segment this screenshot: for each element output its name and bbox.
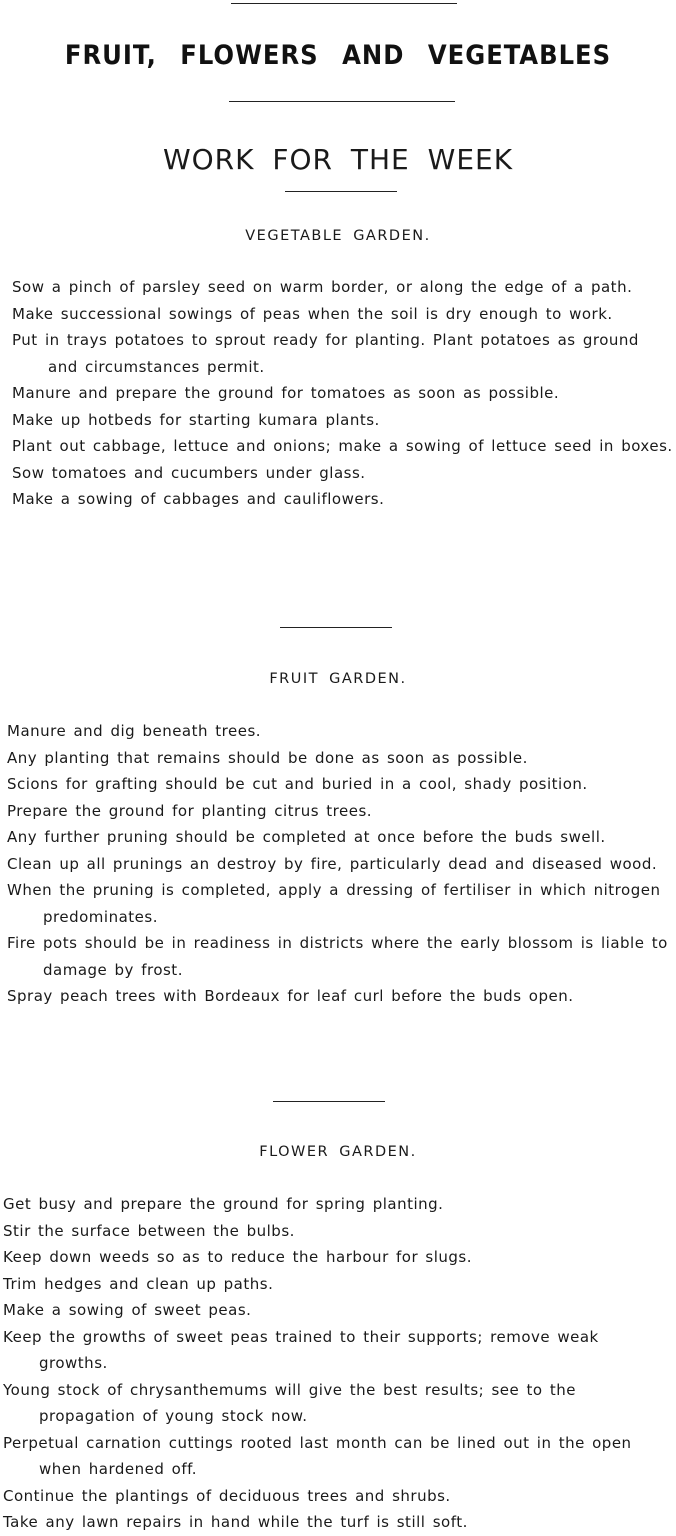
page-subtitle: WORK FOR THE WEEK [162,143,514,176]
list-item: Spray peach trees with Bordeaux for leaf curl before the buds open. [7,987,574,1005]
list-item: Any planting that remains should be done as soon as possible. [7,748,528,767]
list-item: Make a sowing of cabbages and cauliflowers. [12,490,385,508]
list-item: Scions for grafting should be cut and buried in a cool, shady position. [7,775,588,793]
fruit-garden-list [7,718,669,1010]
subtitle-rule [285,191,397,192]
fruit-garden-heading: FRUIT GARDEN. [269,671,407,687]
list-item: Manure and prepare the ground for tomatoes as soon as possible. [12,384,560,402]
list-item: Get busy and prepare the ground for spring planting. [3,1195,444,1213]
masthead-rule [229,101,455,102]
list-item: Keep down weeds so as to reduce the harbour for slugs. [3,1248,472,1266]
list-item: Continue the plantings of deciduous trees and shrubs. [3,1486,451,1505]
section-divider [273,1101,385,1102]
list-item: Any further pruning should be completed at once before the buds swell. [7,828,606,846]
list-item: Take any lawn repairs in hand while the turf is still soft. [3,1513,468,1531]
list-item: Put in trays potatoes to sprout ready for planting. Plant potatoes as ground and circumstances permit. [12,331,639,376]
top-rule [231,3,457,4]
list-item: Perpetual carnation cuttings rooted last month can be lined out in the open when hardened off. [3,1433,632,1478]
list-item: Sow tomatoes and cucumbers under glass. [12,463,366,482]
flower-garden-heading: FLOWER GARDEN. [259,1144,417,1160]
list-item: Trim hedges and clean up paths. [3,1274,274,1293]
list-item: Plant out cabbage, lettuce and onions; make a sowing of lettuce seed in boxes. [12,437,673,455]
list-item: Make successional sowings of peas when the soil is dry enough to work. [12,304,613,323]
flower-garden-list [3,1191,669,1536]
list-item: Clean up all prunings an destroy by fire, particularly dead and diseased wood. [7,854,658,873]
masthead-title: FRUIT, FLOWERS AND VEGETABLES [64,40,612,71]
section-divider [280,627,392,628]
list-item: Sow a pinch of parsley seed on warm border, or along the edge of a path. [12,278,633,296]
list-item: Young stock of chrysanthemums will give the best results; see to the propagation of young stock now. [3,1380,576,1425]
list-item: Prepare the ground for planting citrus trees. [7,801,373,820]
list-item: Fire pots should be in readiness in districts where the early blossom is liable to damage by frost. [7,934,668,979]
vegetable-garden-heading: VEGETABLE GARDEN. [245,228,431,244]
list-item: Stir the surface between the bulbs. [3,1221,295,1240]
list-item: Keep the growths of sweet peas trained to their supports; remove weak growths. [3,1327,599,1372]
list-item: When the pruning is completed, apply a dressing of fertiliser in which nitrogen predominates. [7,881,661,926]
list-item: Make up hotbeds for starting kumara plants. [12,410,380,429]
list-item: Manure and dig beneath trees. [7,722,262,740]
vegetable-garden-list [12,274,674,513]
list-item: Make a sowing of sweet peas. [3,1301,252,1319]
